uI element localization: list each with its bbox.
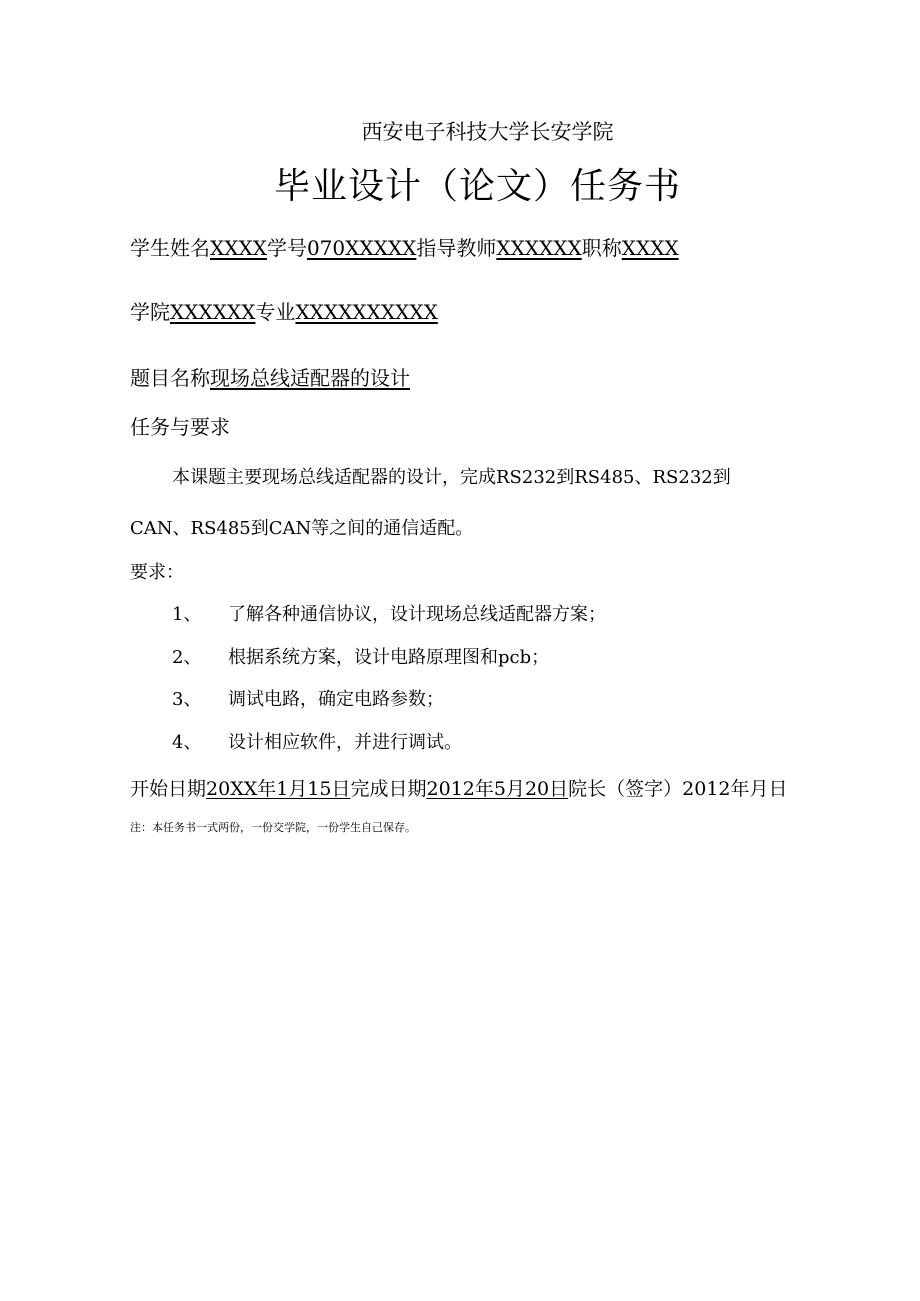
requirement-item bbox=[172, 647, 549, 669]
school-value: XXXXXX bbox=[170, 300, 256, 324]
end-date-value: 2012年5月20日 bbox=[426, 778, 569, 800]
start-date-value: 20XX年1月15日 bbox=[206, 778, 351, 800]
rank-value: XXXX bbox=[621, 236, 679, 260]
student-info-row bbox=[130, 236, 679, 260]
rank-label: 职称 bbox=[581, 236, 622, 260]
requirement-text: 了解各种通信协议，设计现场总线适配器方案； bbox=[228, 604, 606, 625]
task-description-line-2: CAN、RS485到CAN等之间的通信适配。 bbox=[130, 518, 474, 539]
requirement-item bbox=[172, 732, 462, 754]
student-name-value: XXXX bbox=[210, 236, 267, 260]
requirement-number: 3、 bbox=[172, 689, 202, 710]
dean-signature-date: 2012年月日 bbox=[682, 778, 788, 800]
requirement-text: 调试电路，确定电路参数； bbox=[228, 689, 444, 710]
task-heading: 任务与要求 bbox=[130, 415, 230, 439]
requirement-number: 4、 bbox=[172, 732, 202, 753]
requirements-heading: 要求： bbox=[130, 562, 184, 583]
school-label: 学院 bbox=[130, 300, 170, 324]
start-date-label: 开始日期 bbox=[130, 778, 207, 800]
student-id-value: 070XXXXX bbox=[306, 236, 417, 260]
dean-signature-label: 院长（签字） bbox=[568, 778, 683, 800]
school-info-row bbox=[130, 300, 438, 324]
document-title: 毕业设计（论文）任务书 bbox=[273, 166, 681, 207]
requirement-text: 设计相应软件，并进行调试。 bbox=[228, 732, 462, 753]
requirement-item bbox=[172, 604, 606, 626]
topic-label: 题目名称 bbox=[130, 366, 210, 390]
student-id-label: 学号 bbox=[266, 236, 307, 260]
requirement-number: 2、 bbox=[172, 647, 202, 668]
student-name-label: 学生姓名 bbox=[130, 236, 210, 260]
topic-value: 现场总线适配器的设计 bbox=[210, 366, 410, 390]
requirement-item bbox=[172, 689, 444, 711]
requirement-text: 根据系统方案，设计电路原理图和pcb； bbox=[228, 647, 550, 668]
major-label: 专业 bbox=[255, 300, 296, 324]
advisor-label: 指导教师 bbox=[416, 236, 497, 260]
dates-row bbox=[130, 778, 788, 801]
task-description-line-1: 本课题主要现场总线适配器的设计，完成RS232到RS485、RS232到 bbox=[172, 467, 731, 488]
advisor-value: XXXXXX bbox=[496, 236, 582, 260]
footnote: 注：本任务书一式两份，一份交学院，一份学生自己保存。 bbox=[130, 821, 416, 834]
topic-row bbox=[130, 366, 410, 390]
university-name: 西安电子科技大学长安学院 bbox=[361, 120, 614, 144]
requirement-number: 1、 bbox=[172, 604, 202, 625]
major-value: XXXXXXXXXX bbox=[295, 300, 438, 324]
end-date-label: 完成日期 bbox=[350, 778, 427, 800]
